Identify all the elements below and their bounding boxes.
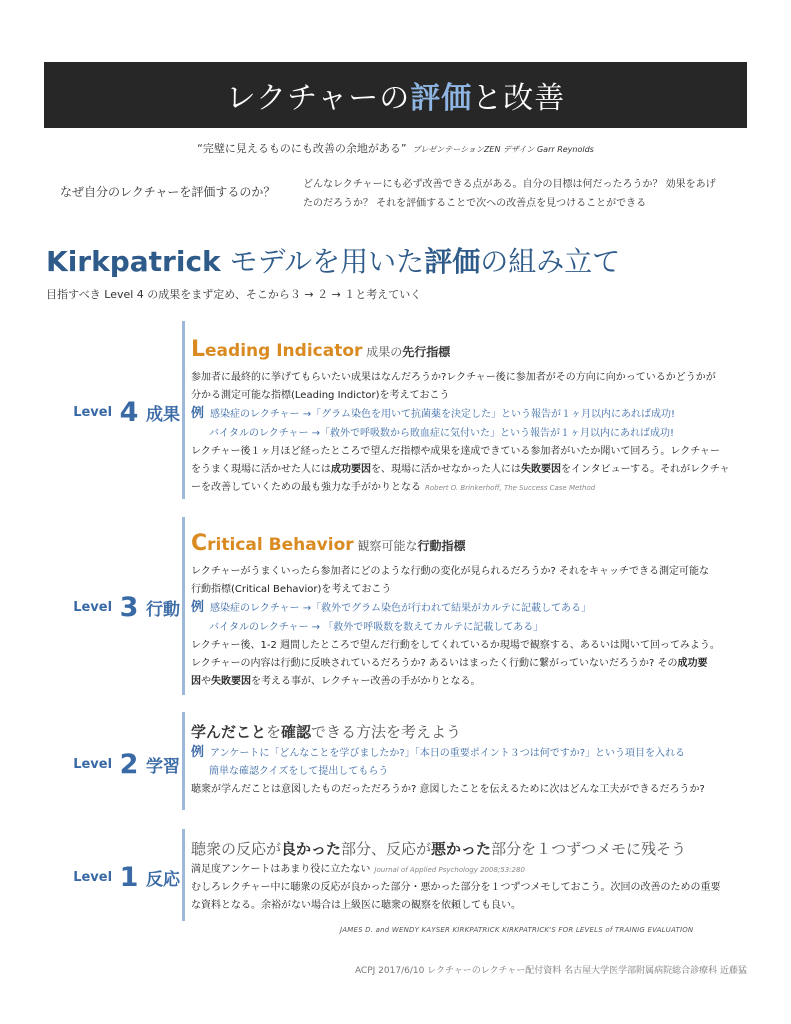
level-1-title-post: 部分を１つずつメモに残そう: [491, 840, 687, 858]
level-1-title: [191, 837, 741, 861]
level-1-word: Level: [73, 870, 113, 885]
why-line-2: たのだろうか？ それを評価することで次への改善点を見つけることができる: [303, 198, 647, 209]
quote-text: “完璧に見えるものにも改善の余地がある”: [197, 142, 407, 155]
level-3-body-3: [191, 673, 741, 691]
level-2-title-b1: 学んだこと: [191, 723, 267, 741]
level-4-body-2c: をインタビューする。それがレクチャ: [561, 464, 730, 476]
level-2-title-post: できる方法を考えよう: [311, 723, 462, 741]
level-4-title-tail-bold: 先行指標: [402, 345, 451, 359]
level-3-para-1: レクチャーがうまくいったら参加者にどのような行動の変化が見られるだろうか? それをキャッチできる測定可能な: [191, 566, 709, 577]
level-4-failure-factor: 失敗要因: [521, 464, 561, 476]
level-4-block: [191, 337, 741, 497]
level-1-title-mid: 部分、反応が: [341, 840, 432, 858]
level-3-example-2: バイタルのレクチャー → 「救外で呼吸数を数えてカルテに記載してある」: [209, 621, 544, 633]
level-4-example-1: 感染症のレクチャー →「グラム染色を用いて抗菌薬を決定した」という報告が１ヶ月以内にあれば成功!: [210, 409, 675, 421]
heading-kirkpatrick: Kirkpatrick: [46, 245, 221, 278]
level-4-body-2b: を、現場に活かせなかった人には: [371, 464, 521, 476]
level-3-body-2: [191, 655, 741, 673]
level-2-title: [191, 720, 741, 744]
level-4-example-2: バイタルのレクチャー →「救外で呼吸数から敗血症に気付いた」という報告が１ヶ月以内にあれば成功!: [209, 427, 675, 439]
level-3-para-2: 行動指標(Critical Behavior)を考えておこう: [191, 584, 392, 596]
level-1-block: [191, 837, 741, 916]
level-1-title-good: 良かった: [281, 840, 342, 858]
level-3-example-1: 感染症のレクチャー →「救外でグラム染色が行われて結果がカルテに記載してある」: [210, 603, 591, 615]
level-2-body-1: 聴衆が学んだことは意図したものだっただろうか? 意図したことを伝えるために次はどんな工夫ができるだろうか?: [191, 784, 705, 796]
level-1-title-bad: 悪かった: [431, 840, 492, 858]
level-1-body-1a: 満足度アンケートはあまり役に立たない: [191, 864, 371, 875]
level-4-para-2: 分かる測定可能な指標(Leading Indictor)を考えておこう: [191, 390, 450, 402]
level-1-body-1: [191, 861, 741, 879]
level-4-body-3a: ーを改善していくための最も強力な手がかりとなる: [191, 482, 421, 494]
level-3-success-factor-b: 因: [191, 676, 201, 688]
footer: ACPJ 2017/6/10 レクチャーのレクチャー配付資料 名古屋大学医学部附属病院総合診療科 近藤猛: [354, 966, 747, 976]
level-4-word: Level: [73, 405, 113, 420]
title-post: と改善: [472, 81, 566, 116]
title-highlight: 評価: [410, 81, 473, 116]
level-2-example-mark: 例: [191, 745, 205, 760]
level-4-bar: [182, 321, 185, 499]
level-4-reference: Robert O. Brinkerhoff, The Success Case Method: [425, 484, 596, 493]
section-heading: [46, 240, 620, 280]
level-4-title-tail: 成果の: [362, 345, 403, 359]
level-1-body-2: むしろレクチャー中に聴衆の反応が良かった部分・悪かった部分を１つずつメモしておこう。次回の改善のための重要: [191, 882, 721, 894]
level-4-title: [191, 337, 741, 367]
level-4-title-cap: L: [191, 337, 206, 362]
level-2-word: Level: [73, 757, 113, 772]
level-2-block: [191, 720, 741, 800]
credit-line: JAMES D. and WENDY KAYSER KIRKPATRICK KIRKPATRICK'S FOR LEVELS of TRAINIG EVALUATION: [340, 926, 694, 934]
title-banner: [44, 62, 747, 128]
heading-post: の組み立て: [480, 245, 621, 278]
level-4-success-factor: 成功要因: [331, 464, 371, 476]
quote: [0, 140, 791, 156]
level-3-body-3b: を考える事が、レクチャー改善の手がかりとなる。: [251, 676, 481, 688]
heading-highlight: 評価: [424, 245, 481, 278]
level-3-body-3a: や: [201, 676, 211, 688]
level-1-reference: Journal of Applied Psychology 2008;53:280: [374, 866, 525, 874]
heading-mid: モデルを用いた: [220, 245, 425, 278]
level-3-name: 行動: [146, 600, 180, 620]
level-4-body-2a: をうまく現場に活かせた人には: [191, 464, 331, 476]
level-2-example-1: アンケートに「どんなことを学びましたか?」「本日の重要ポイント３つは何ですか?」という項目を入れる: [210, 748, 686, 759]
level-4-name: 成果: [146, 405, 180, 425]
level-1-body-3: な資料となる。余裕がない場合は上級医に聴衆の観察を依頼しても良い。: [191, 900, 521, 912]
level-2-bar: [182, 712, 185, 810]
level-4-title-rest: eading Indicator: [205, 341, 363, 361]
level-4-number: 4: [119, 397, 139, 428]
level-4-label: [0, 397, 180, 428]
level-3-body-1: レクチャー後、1-2 週間したところで望んだ行動をしてくれているか現場で観察する、あるいは聞いて回ってみよう。: [191, 639, 720, 651]
why-text: [303, 175, 753, 213]
level-3-failure-factor: 失敗要因: [211, 676, 251, 688]
level-4-body-3: [191, 479, 741, 497]
level-3-title-cap: C: [191, 531, 208, 556]
level-3-label: [0, 592, 180, 623]
level-2-title-mid: を: [266, 723, 282, 741]
level-2-number: 2: [119, 749, 139, 780]
level-3-bar: [182, 517, 185, 695]
level-2-name: 学習: [146, 757, 180, 777]
level-3-example-mark: 例: [191, 600, 205, 616]
why-line-1: どんなレクチャーにも必ず改善できる点がある。自分の目標は何だったろうか？ 効果をあげ: [303, 179, 716, 190]
level-2-title-b2: 確認: [281, 723, 312, 741]
subheading: 目指すべき Level 4 の成果をまず定め、そこから３ → ２ → １と考えていく: [46, 288, 422, 301]
quote-source: プレゼンテーションZEN デザイン Garr Reynolds: [412, 145, 594, 154]
level-3-word: Level: [73, 600, 113, 615]
level-2-label: [0, 749, 180, 780]
level-1-title-pre: 聴衆の反応が: [191, 840, 282, 858]
level-3-title-tail-bold: 行動指標: [417, 539, 466, 553]
level-4-example-mark: 例: [191, 406, 205, 422]
level-1-name: 反応: [146, 870, 180, 890]
level-1-label: [0, 862, 180, 893]
level-1-bar: [182, 829, 185, 921]
level-3-title: [191, 531, 741, 561]
level-1-number: 1: [119, 862, 139, 893]
why-label: なぜ自分のレクチャーを評価するのか？: [60, 185, 276, 199]
level-4-body-1: レクチャー後１ヶ月ほど経ったところで望んだ指標や成果を達成できている参加者がいたか聞いて回ろう。レクチャー: [191, 445, 720, 457]
level-3-title-rest: ritical Behavior: [207, 535, 354, 555]
level-3-block: [191, 531, 741, 691]
title-pre: レクチャーの: [225, 81, 411, 116]
level-3-success-factor-a: 成功要: [677, 658, 708, 670]
level-3-title-tail: 観察可能な: [353, 539, 418, 553]
level-2-example-2: 簡単な確認クイズをして提出してもらう: [209, 766, 389, 778]
level-4-body-2: [191, 461, 741, 479]
level-3-number: 3: [119, 592, 139, 623]
level-3-body-2a: レクチャーの内容は行動に反映されているだろうか? あるいはまったく行動に繋がっていないだろうか? その: [191, 658, 678, 670]
level-4-para-1: 参加者に最終的に挙げてもらいたい成果はなんだろうか?レクチャー後に参加者がその方向に向かっているかどうかが: [191, 372, 716, 383]
